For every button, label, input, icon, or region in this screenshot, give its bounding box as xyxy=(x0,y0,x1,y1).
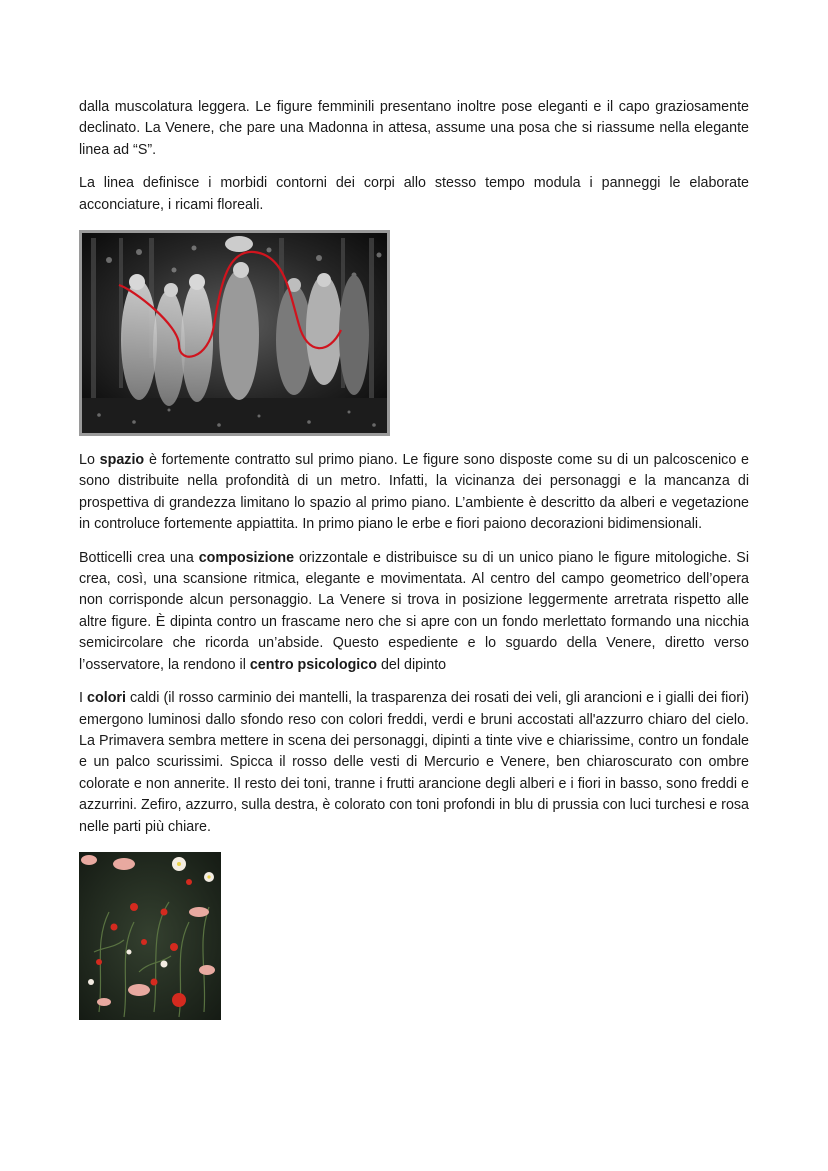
paragraph-spazio xyxy=(79,450,749,536)
paragraph-line: La linea definisce i morbidi contorni dei corpi allo stesso tempo modula i panneggi le elaborate acconciature, i ricami floreali. xyxy=(79,175,749,213)
text-run: caldi (il rosso carminio dei mantelli, la trasparenza dei rosati dei veli, gli arancioni e i gialli dei fiori) emergono luminosi dallo sfondo reso con colori freddi, verdi e bruni accostati all'azzurro chiaro del cielo. La Primavera sembra mettere in scena dei personaggi, dipinti a tinte vive e chiarissime, contro un fondale e un palco scurissimi. Spicca il rosso delle vesti di Mercurio e Venere, ben chiaroscurato con ombre colorate e non annerite. Il resto dei toni, tranne i frutti arancione degli alberi e i fiori in basso, sono freddi e azzurrini. Zefiro, azzurro, sulla destra, è colorato con toni profondi in blu di prussia con luci turchesi e rosa nelle parti più chiare. xyxy=(79,690,749,835)
flowers-detail-image xyxy=(79,852,221,1020)
primavera-bw-image xyxy=(79,230,390,436)
text-run: I xyxy=(79,690,88,707)
bold-term-composizione: composizione xyxy=(198,549,295,566)
bold-term-centro-psicologico: centro psicologico xyxy=(249,656,377,673)
paragraph-venere-pose: dalla muscolatura leggera. Le figure femminili presentano inoltre pose eleganti e il capo graziosamente declinato. La Venere, che pare una Madonna in attesa, assume una posa che si riassume nella elegante linea ad “S”. xyxy=(79,99,749,158)
document-page xyxy=(79,97,749,1020)
text-run: orizzontale e distribuisce su di un unico piano le figure mitologiche. Si crea, così, una scansione ritmica, elegante e movimentata. Al centro del campo geometrico dell’opera non corrisponde alcun personaggio. La Venere si trova in posizione leggermente arretrata rispetto alle altre figure. È dipinta contro un frascame nero che si apre con un fondo merlettato formando una nicchia semicircolare che ricorda un’abside. Questo espediente e lo sguardo della Venere, diretto verso l’osservatore, la rendono il xyxy=(79,549,749,673)
text-run: è fortemente contratto sul primo piano. Le figure sono disposte come su di un palcoscenico e sono distribuite nella profondità di un metro. Infatti, la vicinanza dei personaggi e la mancanza di prospettiva di grandezza limitano lo spazio al primo piano. L’ambiente è descritto da alberi e vegetazione in controluce fortemente appiattita. In primo piano le erbe e fiori paiono decorazioni bidimensionali. xyxy=(79,452,749,533)
bold-term-spazio: spazio xyxy=(99,452,145,469)
text-run: Lo xyxy=(79,452,100,469)
paragraph-composizione xyxy=(79,548,749,676)
text-run: del dipinto xyxy=(376,656,447,673)
paragraph-colori xyxy=(79,688,749,838)
bold-term-colori: colori xyxy=(87,690,126,707)
text-run: Botticelli crea una xyxy=(79,549,199,566)
